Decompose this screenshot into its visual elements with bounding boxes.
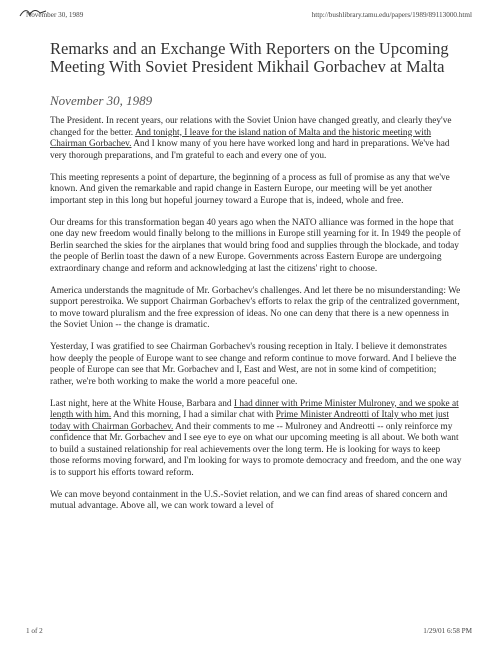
paragraph-1-text: The President. In recent years, our relations with the Soviet Union have changed greatly, and clearly they've changed for the better. — [50, 116, 452, 138]
paragraph-1-underlined: And tonight, I leave for the island nation of Malta and the historic meeting with Chairman Gorbachev. — [50, 127, 432, 149]
paragraph-6 — [50, 399, 462, 480]
paragraph-6-tail: And their comments to me -- Mulroney and Andreotti -- only reinforce my confidence that Mr. Gorbachev and I see eye to eye on what our upcoming meeting is all about. We both want to build a sustained relationship for real achievements over the long term. He is looking for ways to keep those reforms moving forward, and I'm looking for ways to promote democracy and freedom, and the one way is to support his efforts toward reform. — [50, 421, 462, 478]
paragraph-6-underlined-2: Prime Minister Andreotti of Italy who met just today with Chairman Gorbachev. — [50, 410, 449, 432]
paragraph-6-text: Last night, here at the White House, Barbara and — [50, 398, 234, 409]
page-title: Remarks and an Exchange With Reporters on the Upcoming Meeting With Soviet President Mikhail Gorbachev at Malta — [50, 39, 449, 76]
paragraph-3: Our dreams for this transformation began 40 years ago when the NATO alliance was formed in the hope that one day new freedom would finally belong to the millions in Europe still yearning for it. In 1949 the people of Berlin searched the skies for the airplanes that would bring food and supplies through the blockade, and today the people of Berlin toast the dawn of a new Europe. Governments across Eastern Europe are undergoing extraordinary change and reform and acknowledging at last the citizens' right to choose. — [50, 217, 461, 274]
paragraph-5: Yesterday, I was gratified to see Chairman Gorbachev's rousing reception in Italy. I believe it demonstrates how deeply the people of Europe want to see change and reform continue to move forward. And I believe the people of Europe can see that Mr. Gorbachev and I, East and West, are not in some kind of competition; rather, we're both working to make the world a more peaceful one. — [50, 342, 457, 387]
paragraph-4: America understands the magnitude of Mr. Gorbachev's challenges. And let there be no misunderstanding: We support perestroika. We support Chairman Gorbachev's efforts to relax the grip of the centralized government, to move toward pluralism and the free expression of ideas. No one can deny that there is a new openness in the Soviet Union -- the change is dramatic. — [50, 285, 461, 330]
paragraph-6-mid: And this morning, I had a similar chat with — [111, 410, 276, 420]
header-url: http://bushlibrary.tamu.edu/papers/1989/89113000.html — [311, 11, 472, 19]
paragraph-7: We can move beyond containment in the U.S.-Soviet relation, and we can find areas of shared concern and mutual advantage. Above all, we can work toward a level of — [50, 489, 448, 511]
print-timestamp: 1/29/01 6:58 PM — [423, 627, 472, 635]
header-date-text: November 30, 1989 — [26, 11, 84, 19]
page-count: 1 of 2 — [26, 627, 43, 635]
handwritten-mark-icon — [18, 7, 48, 19]
paragraph-1-tail: And I know many of you here have worked long and hard in preparations. We've had very thorough preparations, and I'm grateful to each and every one of you. — [50, 139, 450, 161]
paragraph-6-underlined-1: I had dinner with Prime Minister Mulroney, and we spoke at length with him. — [50, 398, 459, 420]
paragraph-1 — [50, 116, 462, 162]
document-date: November 30, 1989 — [50, 93, 153, 108]
paragraph-2: This meeting represents a point of departure, the beginning of a process as full of promise as any that we've known. And given the remarkable and rapid change in Eastern Europe, our meeting will be yet another important step in this long but hopeful journey toward a Europe that is, indeed, whole and free. — [50, 172, 450, 206]
header-date — [26, 11, 83, 19]
document-body — [50, 116, 462, 523]
